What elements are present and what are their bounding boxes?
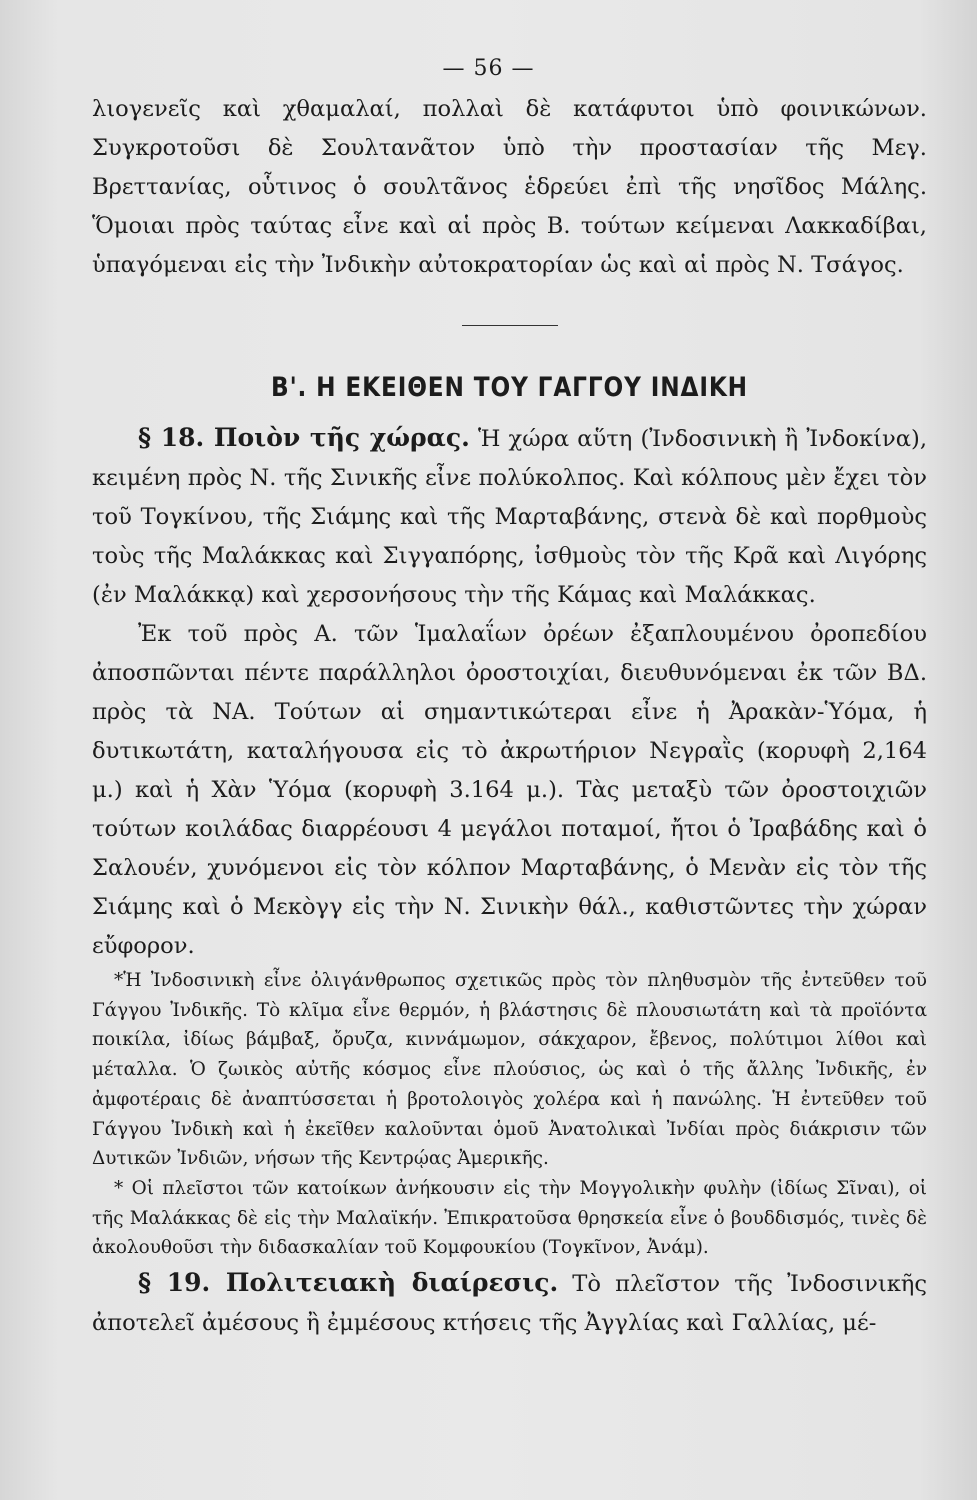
- footnote-1: *Ἡ Ἰνδοσινικὴ εἶνε ὀλιγάνθρωπος σχετικῶς πρὸς τὸν πληθυσμὸν τῆς ἐντεῦθεν τοῦ Γάγγου Ἰνδικῆς. Τὸ κλῖμα εἶνε θερμόν, ἡ βλάστησις δὲ πλουσιωτάτη καὶ τὰ προϊόντα ποικίλα, ἰδίως βάμβαξ, ὄρυζα, κιννάμωμον, σάκχαρον, ἔβενος, πολύτιμοι λίθοι καὶ μέταλλα. Ὁ ζωικὸς αὐτῆς κόσμος εἶνε πλούσιος, ὡς καὶ ὁ τῆς ἄλλης Ἰνδικῆς, ἐν ἀμφοτέραις δὲ ἀναπτύσσεται ἡ βροτολοιγὸς χολέρα καὶ ἡ πανώλης. Ἡ ἐντεῦθεν τοῦ Γάγγου Ἰνδικὴ καὶ ἡ ἐκεῖθεν καλοῦνται ὁμοῦ Ἀνατολικαὶ Ἰνδίαι πρὸς διάκρισιν τῶν Δυτικῶν Ἰνδιῶν, νήσων τῆς Κεντρῴας Ἀμερικῆς.: [92, 970, 927, 1170]
- page-number: — 56 —: [442, 56, 535, 81]
- section-19-text: Τὸ πλεῖστον τῆς Ἰνδοσινικῆς ἀποτελεῖ ἀμέσους ἢ ἐμμέσους κτήσεις τῆς Ἀγγλίας καὶ Γαλλίας, μέ-: [92, 1271, 928, 1337]
- section-19-label: § 19. Πολιτειακὴ διαίρεσις.: [138, 1268, 559, 1298]
- section-divider: [462, 325, 558, 326]
- top-paragraph: λιογενεῖς καὶ χθαμαλαί, πολλαὶ δὲ κατάφυτοι ὑπὸ φοινικώνων. Συγκροτοῦσι δὲ Σουλτανᾶτον ὑπὸ τὴν προστασίαν τῆς Μεγ. Βρεττανίας, οὗτινος ὁ σουλτᾶνος ἑδρεύει ἐπὶ τῆς νησῖδος Μάλης. Ὅμοιαι πρὸς ταύτας εἶνε καὶ αἱ πρὸς Β. τούτων κείμεναι Λακκαδίβαι, ὑπαγόμεναι εἰς τὴν Ἰνδικὴν αὐτοκρατορίαν ὡς καὶ αἱ πρὸς Ν. Τσάγος.: [92, 96, 927, 278]
- section-18-text: Ἡ χώρα αὕτη (Ἰνδοσινικὴ ἢ Ἰνδοκίνα), κειμένη πρὸς Ν. τῆς Σινικῆς εἶνε πολύκολπος. Καὶ κόλπους μὲν ἔχει τὸν τοῦ Τογκίνου, τῆς Σιάμης καὶ τῆς Μαρταβάνης, στενὰ δὲ καὶ πορθμοὺς τοὺς τῆς Μαλάκκας καὶ Σιγγαπόρης, ἰσθμοὺς τὸν τῆς Κρᾶ καὶ Λιγόρης (ἐν Μαλάκκᾳ) καὶ χερσονήσους τὴν τῆς Κάμας καὶ Μαλάκκας.: [92, 426, 928, 608]
- paragraph-mountains-rivers: Ἐκ τοῦ πρὸς Α. τῶν Ἱμαλαΐων ὀρέων ἐξαπλουμένου ὀροπεδίου ἀποσπῶνται πέντε παράλληλοι ὀροστοιχίαι, διευθυνόμεναι ἐκ τῶν ΒΔ. πρὸς τὰ ΝΑ. Τούτων αἱ σημαντικώτεραι εἶνε ἡ Ἀρακὰν-Ὑόμα, ἡ δυτικωτάτη, καταλήγουσα εἰς τὸ ἀκρωτήριον Νεγραῒς (κορυφὴ 2,164 μ.) καὶ ἡ Χὰν Ὑόμα (κορυφὴ 3.164 μ.). Τὰς μεταξὺ τῶν ὀροστοιχιῶν τούτων κοιλάδας διαρρέουσι 4 μεγάλοι ποταμοί, ἤτοι ὁ Ἰραβάδης καὶ ὁ Σαλουέν, χυνόμενοι εἰς τὸν κόλπον Μαρταβάνης, ὁ Μενὰν εἰς τὸν τῆς Σιάμης καὶ ὁ Μεκὸγγ εἰς τὴν Ν. Σινικὴν θάλ., καθιστῶντες τὴν χώραν εὔφορον.: [92, 621, 927, 959]
- page-body: [92, 90, 927, 1343]
- section-18-label: § 18. Ποιὸν τῆς χώρας.: [138, 423, 470, 452]
- paragraph-19: [92, 1263, 927, 1343]
- paragraph-18: [92, 418, 927, 615]
- footnote-2: * Οἱ πλεῖστοι τῶν κατοίκων ἀνήκουσιν εἰς τὴν Μογγολικὴν φυλὴν (ἰδίως Σῖναι), οἱ τῆς Μαλάκκας δὲ εἰς τὴν Μαλαϊκήν. Ἐπικρατοῦσα θρησκεία εἶνε ὁ βουδδισμός, τινὲς δὲ ἀκολουθοῦσι τὴν διδασκαλίαν τοῦ Κομφουκίου (Τογκῖνον, Ἀνάμ).: [92, 1177, 927, 1259]
- section-heading: Β'. Η ΕΚΕΙΘΕΝ ΤΟΥ ΓΑΓΓΟΥ ΙΝΔΙΚΗ: [271, 372, 748, 403]
